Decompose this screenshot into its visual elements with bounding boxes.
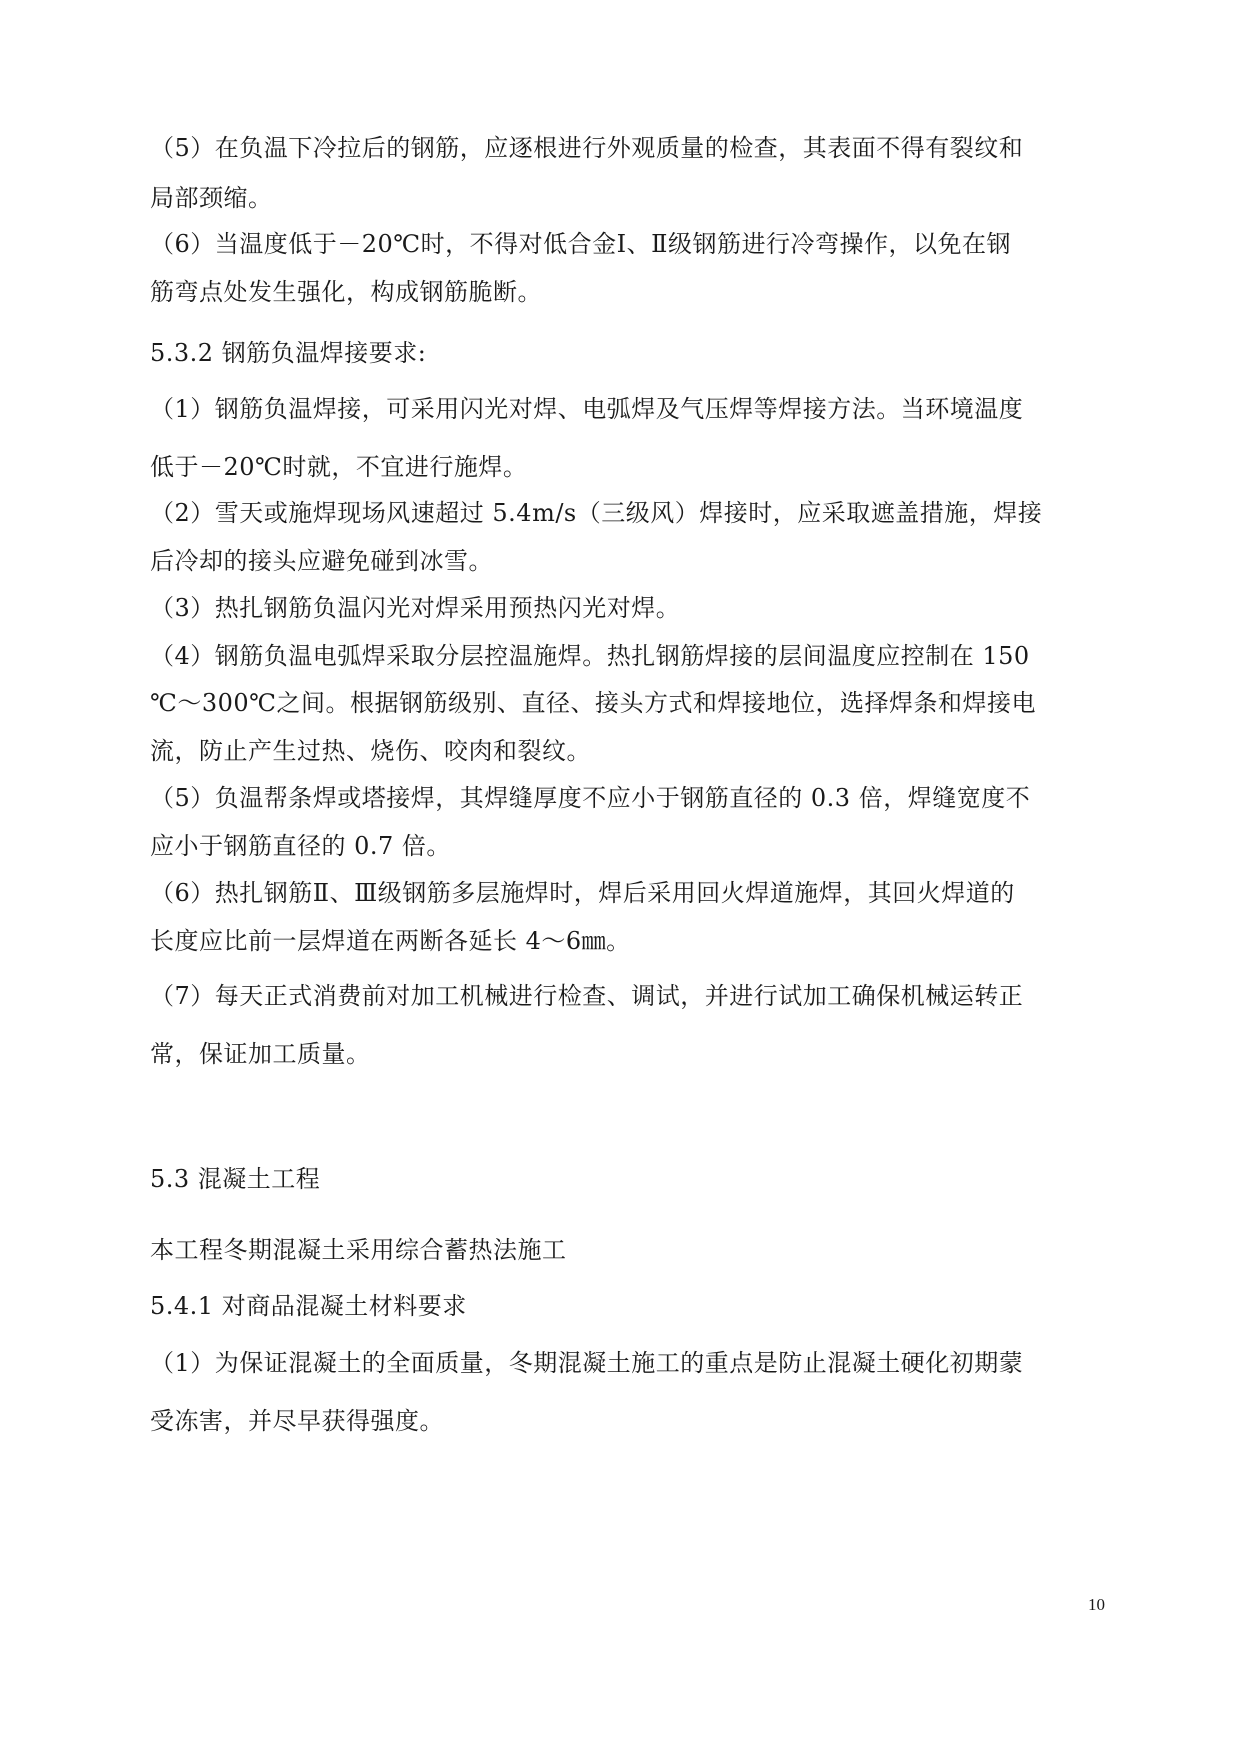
text-line: ℃～300℃之间。根据钢筋级别、直径、接头方式和焊接地位，选择焊条和焊接电 — [150, 689, 1037, 717]
text-line: （1）钢筋负温焊接，可采用闪光对焊、电弧焊及气压焊等焊接方法。当环境温度 — [150, 395, 1024, 423]
section-heading: 5.4.1 对商品混凝土材料要求 — [150, 1292, 467, 1320]
text-line: （2）雪天或施焊现场风速超过 5.4m/s（三级风）焊接时，应采取遮盖措施，焊接 — [150, 499, 1043, 527]
text-line: （5）负温帮条焊或塔接焊，其焊缝厚度不应小于钢筋直径的 0.3 倍，焊缝宽度不 — [150, 784, 1031, 812]
page-number: 10 — [1088, 1595, 1105, 1614]
text-line: （5）在负温下冷拉后的钢筋，应逐根进行外观质量的检查，其表面不得有裂纹和 — [150, 134, 1024, 162]
text-line: 流，防止产生过热、烧伤、咬肉和裂纹。 — [150, 737, 591, 765]
section-heading: 5.3 混凝土工程 — [150, 1165, 321, 1193]
text-line: 筋弯点处发生强化，构成钢筋脆断。 — [150, 278, 542, 306]
section-heading: 5.3.2 钢筋负温焊接要求: — [150, 339, 427, 367]
text-line: 常，保证加工质量。 — [150, 1040, 371, 1068]
text-line: 低于－20℃时就，不宜进行施焊。 — [150, 453, 528, 481]
text-line: （6）热扎钢筋Ⅱ、Ⅲ级钢筋多层施焊时，焊后采用回火焊道施焊，其回火焊道的 — [150, 879, 1015, 907]
text-line: （3）热扎钢筋负温闪光对焊采用预热闪光对焊。 — [150, 594, 681, 622]
text-line: 局部颈缩。 — [150, 184, 273, 212]
text-line: （6）当温度低于－20℃时，不得对低合金Ⅰ、Ⅱ级钢筋进行冷弯操作，以免在钢 — [150, 230, 1011, 258]
text-line: （4）钢筋负温电弧焊采取分层控温施焊。热扎钢筋焊接的层间温度应控制在 150 — [150, 642, 1030, 670]
text-line: 应小于钢筋直径的 0.7 倍。 — [150, 832, 451, 860]
text-line: （7）每天正式消费前对加工机械进行检查、调试，并进行试加工确保机械运转正 — [150, 982, 1024, 1010]
text-line: 长度应比前一层焊道在两断各延长 4～6㎜。 — [150, 927, 631, 955]
text-line: （1）为保证混凝土的全面质量，冬期混凝土施工的重点是防止混凝土硬化初期蒙 — [150, 1349, 1024, 1377]
text-line: 受冻害，并尽早获得强度。 — [150, 1407, 444, 1435]
text-line: 后冷却的接头应避免碰到冰雪。 — [150, 547, 493, 575]
text-line: 本工程冬期混凝土采用综合蓄热法施工 — [150, 1236, 567, 1264]
